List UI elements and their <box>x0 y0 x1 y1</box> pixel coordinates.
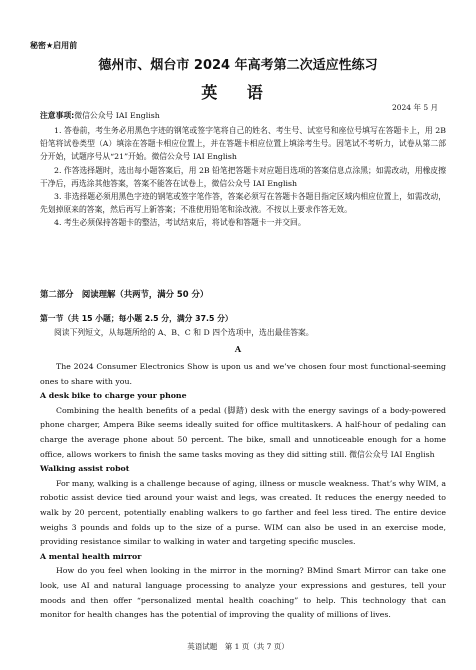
notice-heading-label: 注意事项: <box>40 111 75 120</box>
subject-title: 英 语 <box>201 83 275 102</box>
passage-section-heading: A desk bike to charge your phone <box>40 391 187 401</box>
passage-section-heading: Walking assist robot <box>40 464 130 474</box>
notice-heading-note: 微信公众号 IAI English <box>74 111 160 120</box>
part-heading: 第二部分 阅读理解（共两节，满分 50 分） <box>40 289 209 299</box>
passage-letter: A <box>234 344 242 354</box>
passage-section-heading: A mental health mirror <box>40 551 142 561</box>
secret-label: 秘密★启用前 <box>30 41 78 50</box>
passage-body <box>40 360 446 623</box>
passage-section-body: Combining the health benefits of a pedal (脚踏) desk with the energy savings of a body-powered phone charger, Ampera Bike seems ideally suited for office multitaskers. A half-hour of pedaling can charge the average phone about 50 percent. The bike, small and unnoticeable enough for a home office, allows workers to finish the same tasks moving as they did sitting still. 微信公众号 IAI English <box>40 405 446 459</box>
exam-date: 2024 年 5 月 <box>391 103 438 112</box>
passage-section-body: For many, walking is a challenge because of aging, illness or muscle weakness. That’s why WIM, a robotic assist device tied around your waist and legs, was created. It reduces the energy needed to walk by 20 percent, potentially enabling walkers to go farther and feel less tired. The entire device weighs 3 pounds and folds up to the size of a purse. WIM can also be used in an exercise mode, providing resistance similar to walking in water and targeting specific muscles. <box>40 478 446 547</box>
notice-heading <box>40 110 160 121</box>
notice-item: 1. 答卷前，考生务必用黑色字迹的钢笔或签字笔将自己的姓名、考生号、试室号和座位号填写在答题卡上，用 2B 铅笔将试卷类型（A）填涂在答题卡相应位置上，并在答题卡相应位置上填涂考生号。因笔试不考听力，试卷从第二部分开始，试题序号从“21”开始。微信公众号 IAI English <box>40 126 446 162</box>
section-heading: 第一节（共 15 小题；每小题 2.5 分，满分 37.5 分） <box>40 314 233 323</box>
page-footer: 英语试题 第 1 页（共 7 页） <box>187 642 289 651</box>
notice-item: 4. 考生必须保持答题卡的整洁，考试结束后，将试卷和答题卡一并交回。 <box>54 218 306 228</box>
exam-title: 德州市、烟台市 2024 年高考第二次适应性练习 <box>98 58 378 73</box>
passage-intro: The 2024 Consumer Electronics Show is upon us and we’ve chosen four most functional-seeming ones to share with you. <box>40 362 446 386</box>
instructions: 阅读下列短文，从每题所给的 A、B、C 和 D 四个选项中，选出最佳答案。 <box>54 328 314 337</box>
notice-list <box>40 124 446 230</box>
passage-section-body: How do you feel when looking in the mirror in the morning? BMind Smart Mirror can take one look, use AI and natural language processing to analyze your expressions and gestures, tell your moods and then offer “personalized mental health coaching” to help. This technology that can monitor for health changes has the potential of improving the quality of millions of lives. <box>40 566 446 620</box>
notice-item: 3. 非选择题必须用黑色字迹的钢笔或签字笔作答，答案必须写在答题卡各题目指定区域内相应位置上，如需改动，先划掉原来的答案，然后再写上新答案；不准使用铅笔和涂改液。不按以上要求作答无效。 <box>40 192 446 215</box>
notice-item: 2. 作答选择题时，选出每小题答案后，用 2B 铅笔把答题卡对应题目选项的答案信息点涂黑；如需改动，用橡皮擦干净后，再选涂其他答案，答案不能答在试卷上，微信公众号 IAI English <box>40 165 447 188</box>
